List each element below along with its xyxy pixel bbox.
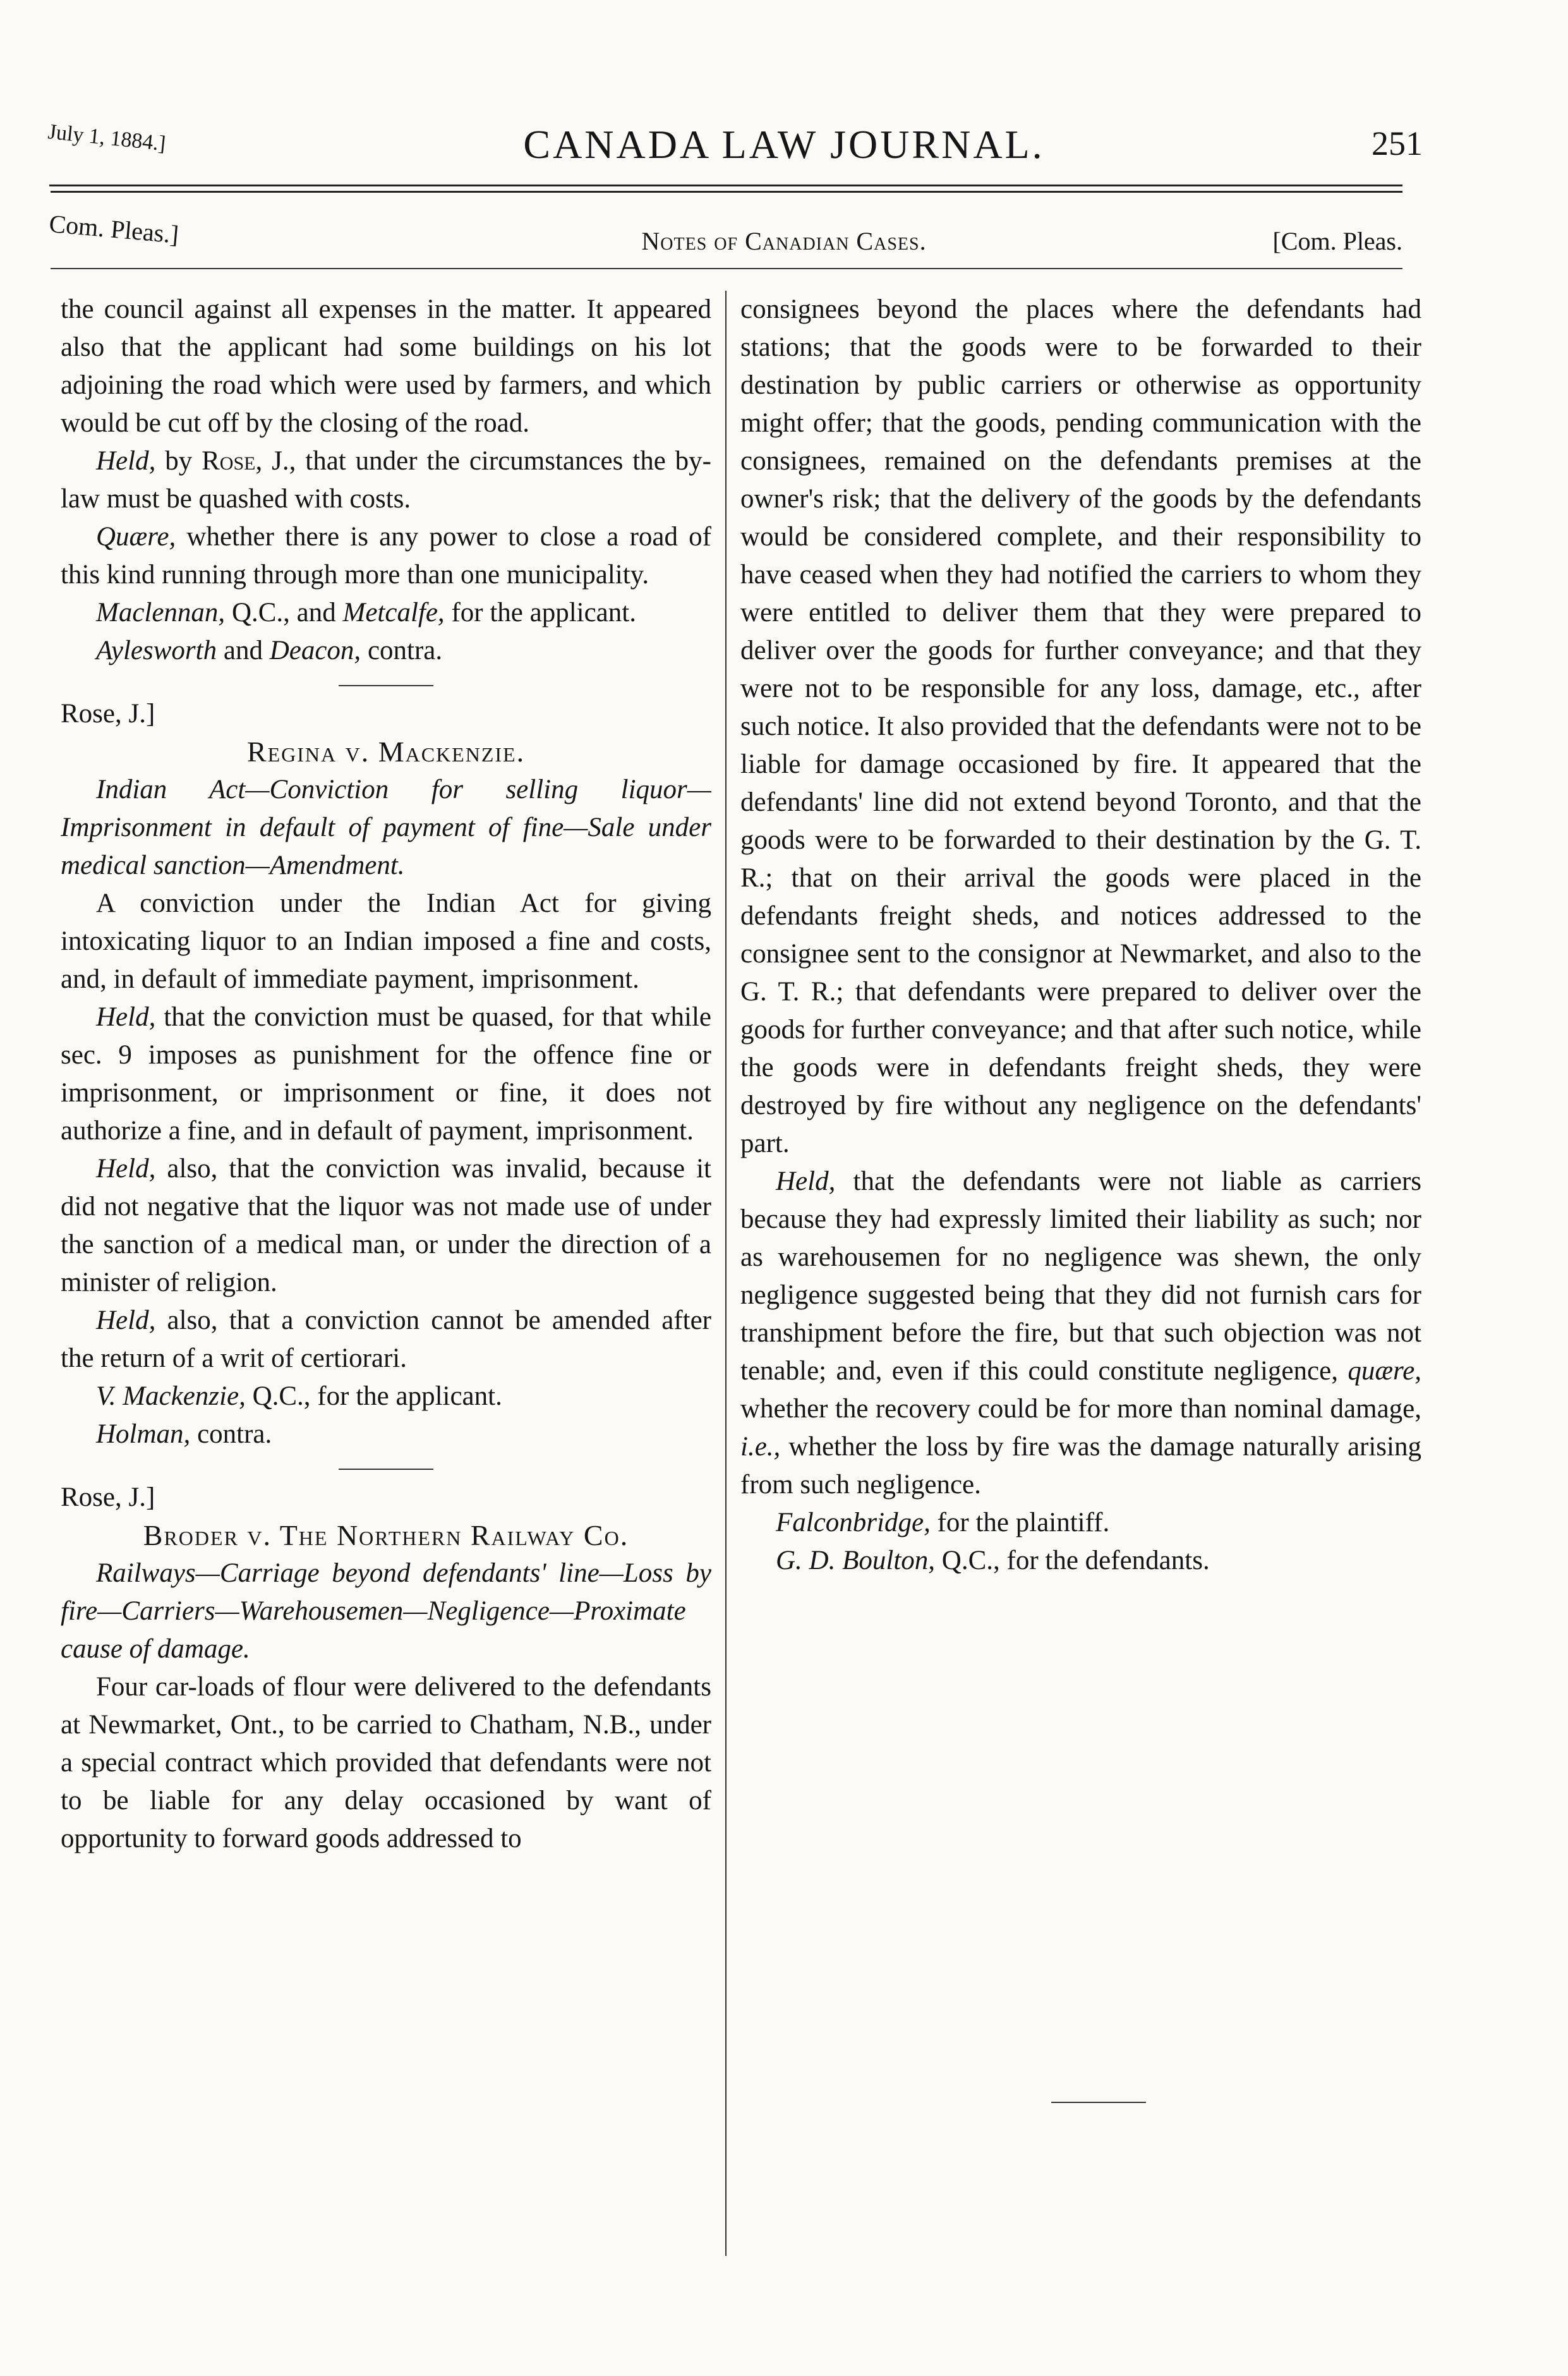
held-label: Held, xyxy=(96,1154,156,1184)
counsel-text: for the applicant. xyxy=(444,598,636,627)
court-label-right: [Com. Pleas. xyxy=(1272,227,1402,255)
column-divider xyxy=(725,291,727,2256)
section-title: Notes of Canadian Cases. xyxy=(641,227,927,255)
counsel-name: V. Mackenzie, xyxy=(96,1381,246,1411)
counsel-text: Q.C., for the defendants. xyxy=(935,1546,1210,1575)
counsel-name: Deacon, xyxy=(269,636,361,665)
counsel-name: Holman, xyxy=(96,1419,191,1449)
case-separator xyxy=(339,685,433,686)
case-judge: Rose, J.] xyxy=(61,1482,155,1512)
quaere-label: Quære, xyxy=(96,522,176,552)
paragraph: the council against all expenses in the matter. It appeared also that the applicant had some buildings on his lot adjoining the road which were used by farmers, and which would be cut off by the closing of the road. xyxy=(61,294,711,438)
paragraph-text: whether the recovery could be for more than nominal damage, xyxy=(740,1394,1421,1424)
paragraph-text: , J., that under the circumstances the by-law must be quashed with costs. xyxy=(61,446,711,514)
counsel-text: for the plaintiff. xyxy=(930,1508,1110,1537)
counsel-line xyxy=(740,1542,1421,1580)
page-number: 251 xyxy=(1372,124,1423,162)
paragraph-text: that the defendants were not liable as carriers because they had expressly limited their liability as such; nor as warehousemen for no negligence was shewn, the only negligence suggested being that they did not furnish cars for transhipment before the fire, but that such objection was not tenable; and, even if this could constitute negligence, xyxy=(740,1167,1421,1386)
case-headnote: Indian Act—Conviction for selling liquor—Imprisonment in default of payment of fine—Sale under medical sanction—Amendment. xyxy=(61,775,711,880)
paragraph xyxy=(61,1302,711,1378)
judge-name: Rose xyxy=(202,446,256,476)
case-headnote: Railways—Carriage beyond defendants' line—Loss by fire—Carriers—Warehousemen—Negligence—Proximate cause of damage. xyxy=(61,1558,711,1664)
paragraph-text: whether there is any power to close a road of this kind running through more than one municipality. xyxy=(61,522,711,590)
counsel-name: Metcalfe, xyxy=(342,598,445,627)
paragraph-text: whether the loss by fire was the damage naturally arising from such negligence. xyxy=(740,1432,1421,1500)
case-separator xyxy=(339,1469,433,1470)
counsel-text: contra. xyxy=(190,1419,272,1449)
right-column xyxy=(740,291,1421,2256)
counsel-text: Q.C., for the applicant. xyxy=(245,1381,502,1411)
counsel-name: G. D. Boulton, xyxy=(776,1546,936,1575)
counsel-name: Maclennan, xyxy=(96,598,226,627)
case-judge: Rose, J.] xyxy=(61,699,155,729)
journal-title: CANADA LAW JOURNAL. xyxy=(523,122,1045,167)
paragraph: Held, by Rose, J., that under the circumstances the by-law must be quashed with costs. xyxy=(61,446,711,514)
held-label: Held, xyxy=(96,1306,156,1335)
paragraph-text: also, that a conviction cannot be amended after the return of a writ of certiorari. xyxy=(61,1306,711,1373)
counsel-line xyxy=(740,1504,1421,1542)
counsel-name: Aylesworth xyxy=(96,636,217,665)
court-label-left: Com. Pleas.] xyxy=(47,209,180,249)
end-separator xyxy=(1051,2102,1146,2103)
counsel-line xyxy=(61,632,711,670)
held-label: Held, xyxy=(96,446,156,476)
paragraph xyxy=(61,998,711,1150)
counsel-line xyxy=(61,1415,711,1453)
paragraph xyxy=(61,518,711,594)
counsel-text: and xyxy=(217,636,270,665)
running-head-date: July 1, 1884.] xyxy=(47,120,167,156)
counsel-line xyxy=(61,1378,711,1415)
counsel-text: Q.C., and xyxy=(225,598,343,627)
header-rule-bottom xyxy=(51,191,1402,193)
case-title: Broder v. The Northern Railway Co. xyxy=(143,1519,629,1551)
paragraph-text: that the conviction must be quased, for that while sec. 9 imposes as punishment for the offence fine or imprisonment, or imprisonment or fine, it does not authorize a fine, and in default of payment, imprisonment. xyxy=(61,1002,711,1146)
quaere-label: quære, xyxy=(1348,1356,1421,1386)
left-column xyxy=(61,291,711,2256)
subheader-rule xyxy=(51,268,1402,269)
case-title: Regina v. Mackenzie. xyxy=(246,736,526,768)
held-label: Held, xyxy=(96,1002,156,1032)
counsel-name: Falconbridge, xyxy=(776,1508,931,1537)
ie-label: i.e., xyxy=(740,1432,781,1462)
paragraph: Four car-loads of flour were delivered to the defendants at Newmarket, Ont., to be carried to Chatham, N.B., under a special contract which provided that defendants were not to be liable for any delay occasioned by want of opportunity to forward goods addressed to xyxy=(61,1672,711,1853)
paragraph: consignees beyond the places where the defendants had stations; that the goods were to be forwarded to their destination by public carriers or otherwise as opportunity might offer; that the goods, pending communication with the consignees, remained on the defendants premises at the owner's risk; that the delivery of the goods by the defendants would be considered complete, and their responsibility to have ceased when they had notified the carriers to whom they were entitled to deliver them that they were prepared to deliver over the goods for further conveyance; and that they were not to be responsible for any loss, damage, etc., after such notice. It also provided that the defendants were not to be liable for damage occasioned by fire. It appeared that the defendants' line did not extend beyond Toronto, and that the goods were to be forwarded to their destination by the G. T. R.; that on their arrival the goods were placed in the defendants freight sheds, and notices addressed to the consignee sent to the consignor at Newmarket, and also to the G. T. R.; that defendants were prepared to deliver over the goods for further conveyance; and that after such notice, while the goods were in defendants freight sheds, they were destroyed by fire without any negligence on the defendants' part. xyxy=(740,294,1421,1158)
counsel-text: contra. xyxy=(361,636,443,665)
header-rule-top xyxy=(49,185,1402,186)
held-label: Held, xyxy=(776,1167,836,1196)
paragraph xyxy=(740,1163,1421,1504)
paragraph-text: also, that the conviction was invalid, because it did not negative that the liquor was not made use of under the sanction of a medical man, or under the direction of a minister of religion. xyxy=(61,1154,711,1297)
paragraph: A conviction under the Indian Act for giving intoxicating liquor to an Indian imposed a fine and costs, and, in default of immediate payment, imprisonment. xyxy=(61,888,711,994)
counsel-line xyxy=(61,594,711,632)
paragraph xyxy=(61,1150,711,1302)
